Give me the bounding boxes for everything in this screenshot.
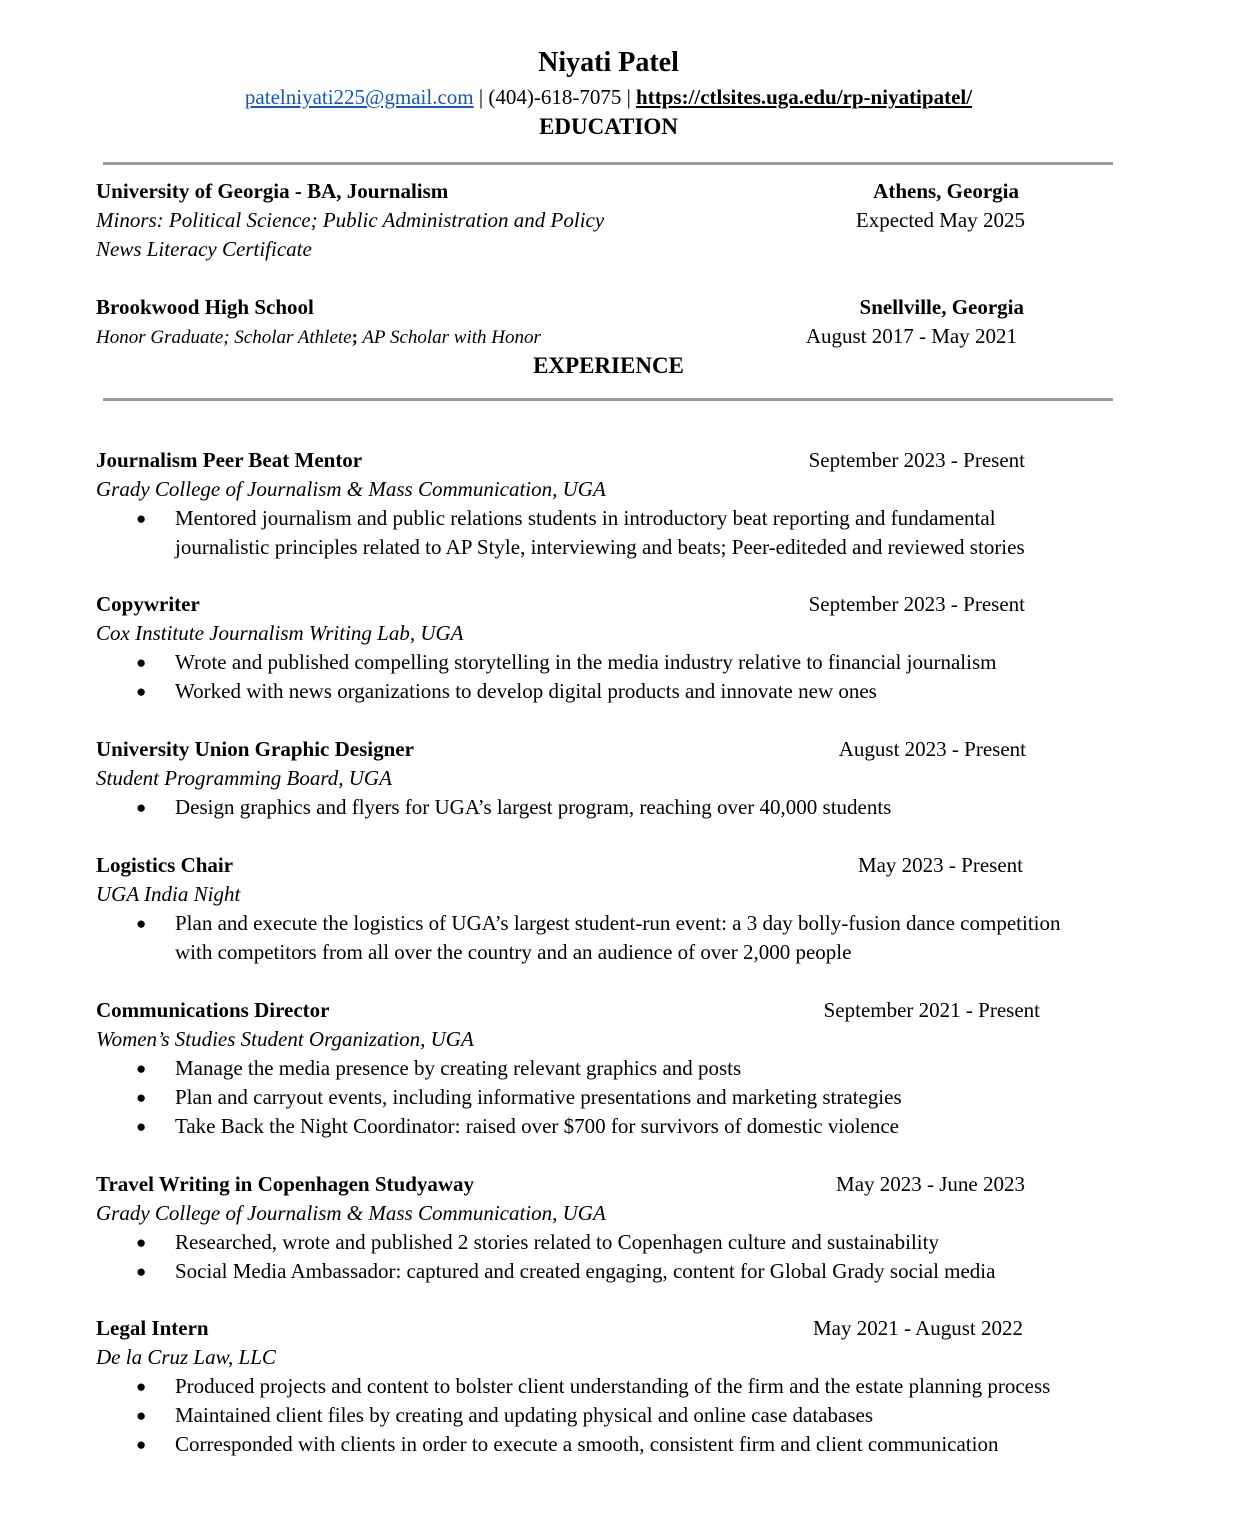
bullet-icon: ● — [136, 1435, 147, 1454]
job-date: September 2023 - Present — [808, 448, 1025, 472]
bullet-icon: ● — [136, 1406, 147, 1425]
experience-heading: EXPERIENCE — [533, 353, 684, 378]
honors-text: AP Scholar with Honor — [357, 327, 541, 348]
separator: | — [621, 85, 637, 109]
phone-number: (404)-618-7075 — [488, 85, 622, 109]
job-date: September 2021 - Present — [823, 998, 1040, 1022]
job-title: Travel Writing in Copenhagen Studyaway — [96, 1172, 475, 1196]
bullet-item — [96, 1257, 995, 1286]
education-heading: EDUCATION — [539, 114, 678, 139]
bullet-text: Design graphics and flyers for UGA’s largest program, reaching over 40,000 students — [175, 795, 892, 819]
school-honors — [96, 323, 541, 352]
bullet-text: Researched, wrote and published 2 stories related to Copenhagen culture and sustainability — [175, 1230, 939, 1254]
candidate-name: Niyati Patel — [538, 47, 679, 78]
bullet-text: Social Media Ambassador: captured and created engaging, content for Global Grady social media — [175, 1259, 996, 1283]
organization: Cox Institute Journalism Writing Lab, UGA — [96, 621, 464, 645]
job-date: May 2023 - June 2023 — [836, 1172, 1025, 1196]
school-location: Athens, Georgia — [873, 179, 1019, 203]
organization: Grady College of Journalism & Mass Communication, UGA — [96, 477, 606, 501]
job-date: May 2021 - August 2022 — [813, 1316, 1023, 1340]
job-title: University Union Graphic Designer — [96, 737, 414, 761]
bullet-continuation — [96, 938, 1061, 967]
experience-divider — [103, 398, 1113, 401]
bullet-list — [96, 504, 1025, 562]
bullet-list — [96, 1372, 1050, 1459]
bullet-item — [96, 1430, 1050, 1459]
bullet-text: with competitors from all over the country and an audience of over 2,000 people — [175, 940, 852, 964]
bullet-item — [96, 1054, 902, 1083]
email-link[interactable]: patelniyati225@gmail.com — [244, 85, 474, 109]
job-title: Logistics Chair — [96, 853, 234, 877]
bullet-icon: ● — [136, 1262, 147, 1281]
bullet-icon: ● — [136, 682, 147, 701]
bullet-list — [96, 648, 996, 706]
organization: UGA India Night — [96, 882, 241, 906]
education-date: Expected May 2025 — [855, 208, 1025, 232]
bullet-text: Manage the media presence by creating relevant graphics and posts — [175, 1056, 742, 1080]
education-detail: News Literacy Certificate — [96, 237, 312, 261]
bullet-text: Wrote and published compelling storytelling in the media industry relative to financial journalism — [175, 650, 997, 674]
bullet-icon: ● — [136, 1117, 147, 1136]
bullet-item — [96, 793, 891, 822]
honors-text: Honor Graduate; Scholar Athlete — [96, 327, 352, 348]
bullet-text: Worked with news organizations to develop digital products and innovate new ones — [175, 679, 877, 703]
job-title: Journalism Peer Beat Mentor — [96, 448, 363, 472]
bullet-icon: ● — [136, 798, 147, 817]
separator: | — [473, 85, 489, 109]
website-link[interactable]: https://ctlsites.uga.edu/rp-niyatipatel/ — [636, 85, 973, 109]
bullet-item — [96, 648, 996, 677]
bullet-list — [96, 909, 1061, 967]
job-title: Communications Director — [96, 998, 330, 1022]
bullet-icon: ● — [136, 509, 147, 528]
organization: Women’s Studies Student Organization, UGA — [96, 1027, 474, 1051]
contact-line — [0, 83, 1217, 111]
bullet-item — [96, 909, 1061, 938]
bullet-item — [96, 1372, 1050, 1401]
bullet-list — [96, 1228, 995, 1286]
bullet-item — [96, 1401, 1050, 1430]
education-date: August 2017 - May 2021 — [805, 324, 1017, 348]
bullet-icon: ● — [136, 1233, 147, 1252]
bullet-text: Produced projects and content to bolster client understanding of the firm and the estate planning process — [175, 1374, 1051, 1398]
education-detail: Minors: Political Science; Public Administration and Policy — [96, 208, 605, 232]
job-title: Legal Intern — [96, 1316, 209, 1340]
bullet-icon: ● — [136, 1377, 147, 1396]
bullet-text: Take Back the Night Coordinator: raised over $700 for survivors of domestic violence — [175, 1114, 900, 1138]
bullet-item — [96, 504, 1025, 533]
job-date: August 2023 - Present — [838, 737, 1026, 761]
bullet-icon: ● — [136, 653, 147, 672]
bullet-text: Maintained client files by creating and updating physical and online case databases — [175, 1403, 874, 1427]
bullet-list — [96, 793, 891, 822]
bullet-text: Plan and execute the logistics of UGA’s largest student-run event: a 3 day bolly-fusion dance competition — [175, 911, 1061, 935]
school-location: Snellville, Georgia — [859, 295, 1024, 319]
job-title: Copywriter — [96, 592, 200, 616]
school-name: Brookwood High School — [96, 295, 314, 319]
bullet-icon: ● — [136, 1059, 147, 1078]
bullet-list — [96, 1054, 902, 1141]
bullet-text: Corresponded with clients in order to execute a smooth, consistent firm and client communication — [175, 1432, 999, 1456]
organization: De la Cruz Law, LLC — [96, 1345, 276, 1369]
bullet-text: Mentored journalism and public relations students in introductory beat reporting and fundamental — [175, 506, 996, 530]
job-date: September 2023 - Present — [808, 592, 1025, 616]
bullet-icon: ● — [136, 1088, 147, 1107]
bullet-item — [96, 1083, 902, 1112]
job-date: May 2023 - Present — [857, 853, 1023, 877]
bullet-item — [96, 1228, 995, 1257]
honors-separator: ; — [351, 327, 358, 348]
bullet-item — [96, 677, 996, 706]
bullet-text: Plan and carryout events, including informative presentations and marketing strategies — [175, 1085, 902, 1109]
school-name: University of Georgia - BA, Journalism — [96, 179, 449, 203]
education-divider — [103, 162, 1113, 165]
bullet-item — [96, 1112, 902, 1141]
bullet-continuation — [96, 533, 1025, 562]
bullet-icon: ● — [136, 914, 147, 933]
organization: Grady College of Journalism & Mass Communication, UGA — [96, 1201, 606, 1225]
organization: Student Programming Board, UGA — [96, 766, 392, 790]
bullet-text: journalistic principles related to AP Style, interviewing and beats; Peer-editeded and reviewed stories — [175, 535, 1025, 559]
